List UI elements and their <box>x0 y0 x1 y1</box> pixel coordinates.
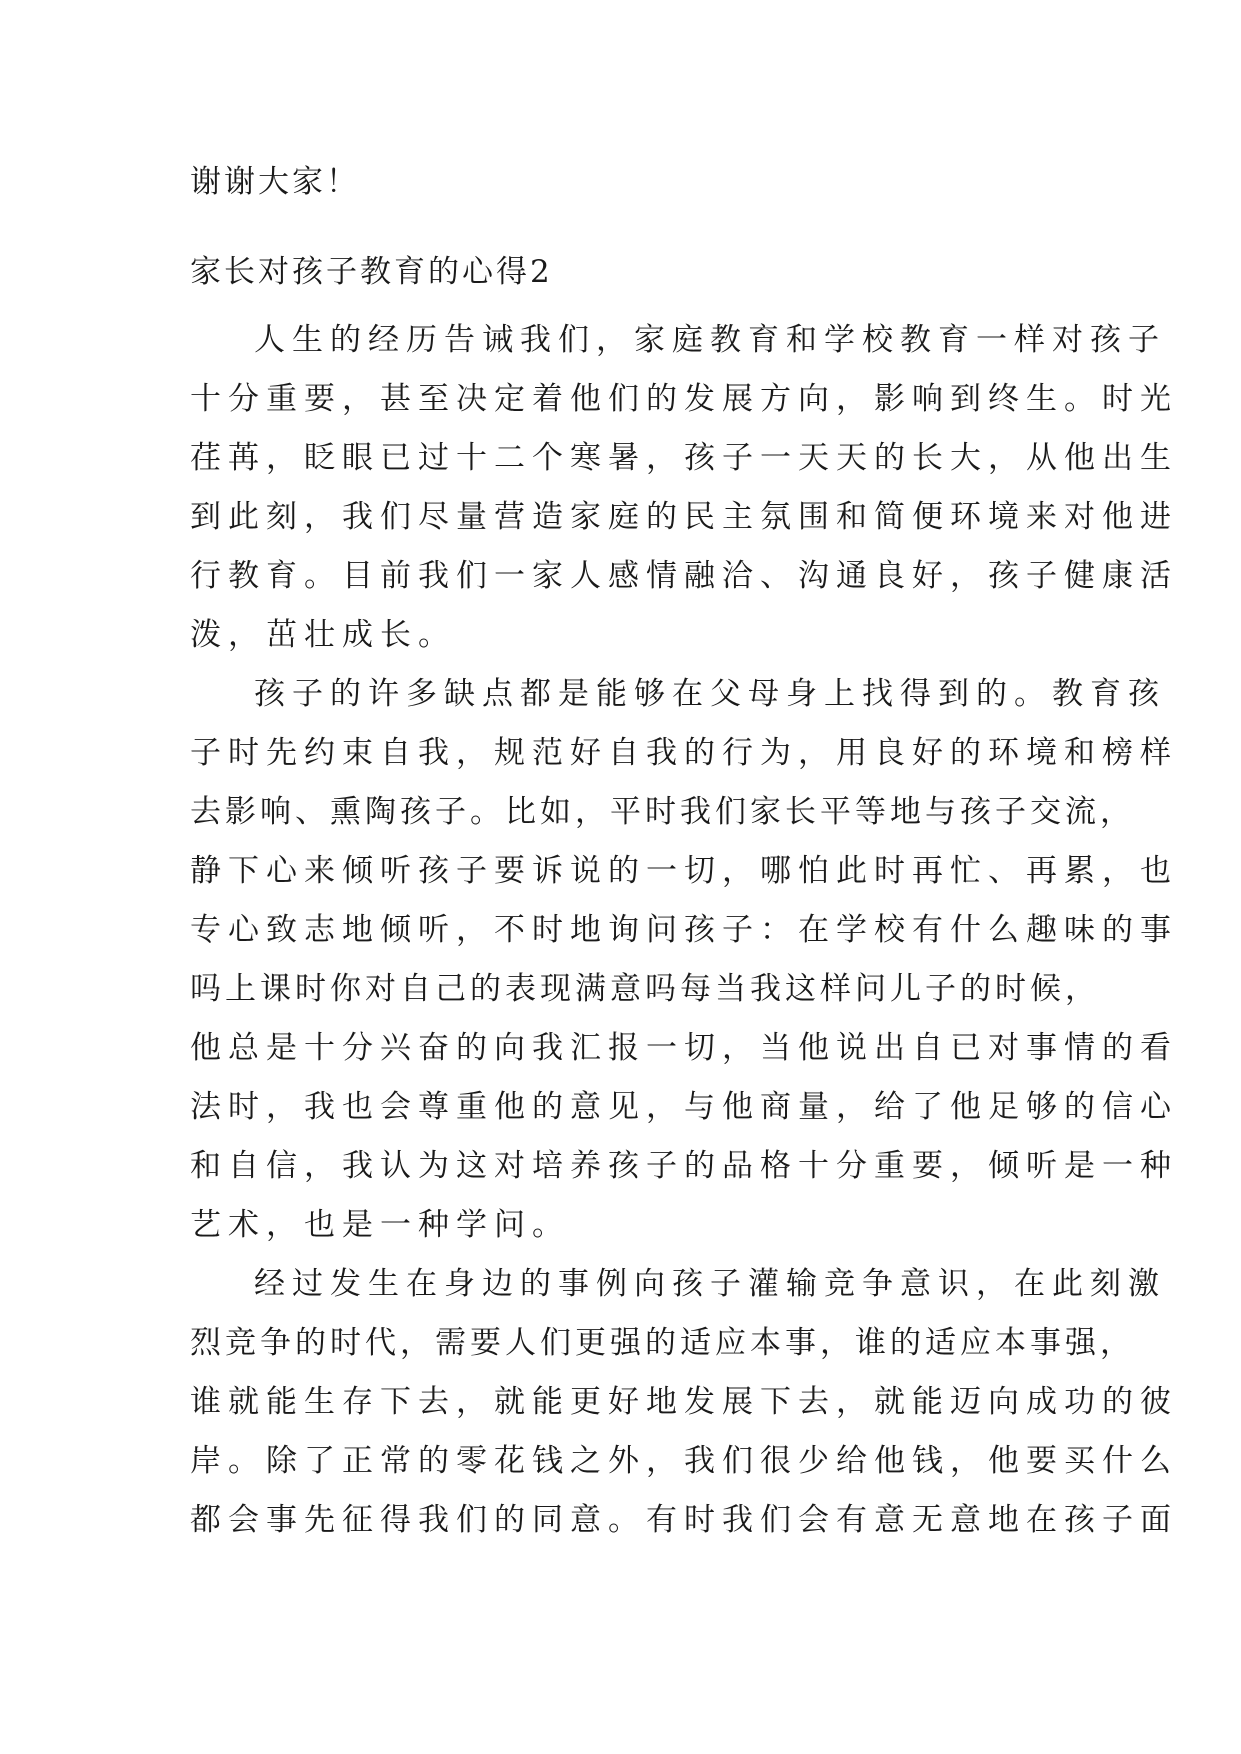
document-title: 家长对孩子教育的心得2 <box>190 254 553 290</box>
text-line: 和自信，我认为这对培养孩子的品格十分重要，倾听是一种 <box>190 1148 1178 1184</box>
text-line: 艺术，也是一种学问。 <box>190 1207 570 1243</box>
paragraph-1 <box>190 311 1178 665</box>
text-line: 去影响、熏陶孩子。比如，平时我们家长平等地与孩子交流， <box>190 794 1135 830</box>
text-line: 经过发生在身边的事例向孩子灌输竞争意识，在此刻激 <box>254 1266 1166 1302</box>
text-line: 谁就能生存下去，就能更好地发展下去，就能迈向成功的彼 <box>190 1384 1178 1420</box>
body-text <box>190 311 1178 1550</box>
text-line: 都会事先征得我们的同意。有时我们会有意无意地在孩子面 <box>190 1502 1178 1538</box>
text-line: 子时先约束自我，规范好自我的行为，用良好的环境和榜样 <box>190 735 1178 771</box>
text-line: 岸。除了正常的零花钱之外，我们很少给他钱，他要买什么 <box>190 1443 1178 1479</box>
text-line: 人生的经历告诫我们，家庭教育和学校教育一样对孩子 <box>254 322 1166 358</box>
text-line: 吗上课时你对自己的表现满意吗每当我这样问儿子的时候， <box>190 971 1100 1007</box>
text-line: 孩子的许多缺点都是能够在父母身上找得到的。教育孩 <box>254 676 1166 712</box>
text-line: 法时，我也会尊重他的意见，与他商量，给了他足够的信心 <box>190 1089 1178 1125</box>
text-line: 专心致志地倾听，不时地询问孩子：在学校有什么趣味的事 <box>190 912 1178 948</box>
text-line: 十分重要，甚至决定着他们的发展方向，影响到终生。时光 <box>190 381 1178 417</box>
text-line: 他总是十分兴奋的向我汇报一切，当他说出自已对事情的看 <box>190 1030 1178 1066</box>
text-line: 静下心来倾听孩子要诉说的一切，哪怕此时再忙、再累，也 <box>190 853 1178 889</box>
text-line: 行教育。目前我们一家人感情融洽、沟通良好，孩子健康活 <box>190 558 1178 594</box>
text-line: 泼，茁壮成长。 <box>190 617 456 653</box>
text-line: 到此刻，我们尽量营造家庭的民主氛围和简便环境来对他进 <box>190 499 1178 535</box>
paragraph-2 <box>190 665 1178 1255</box>
text-line: 烈竞争的时代，需要人们更强的适应本事，谁的适应本事强， <box>190 1325 1135 1361</box>
closing-remark: 谢谢大家！ <box>190 164 360 200</box>
text-line: 荏苒，眨眼已过十二个寒暑，孩子一天天的长大，从他出生 <box>190 440 1178 476</box>
paragraph-3 <box>190 1255 1178 1550</box>
